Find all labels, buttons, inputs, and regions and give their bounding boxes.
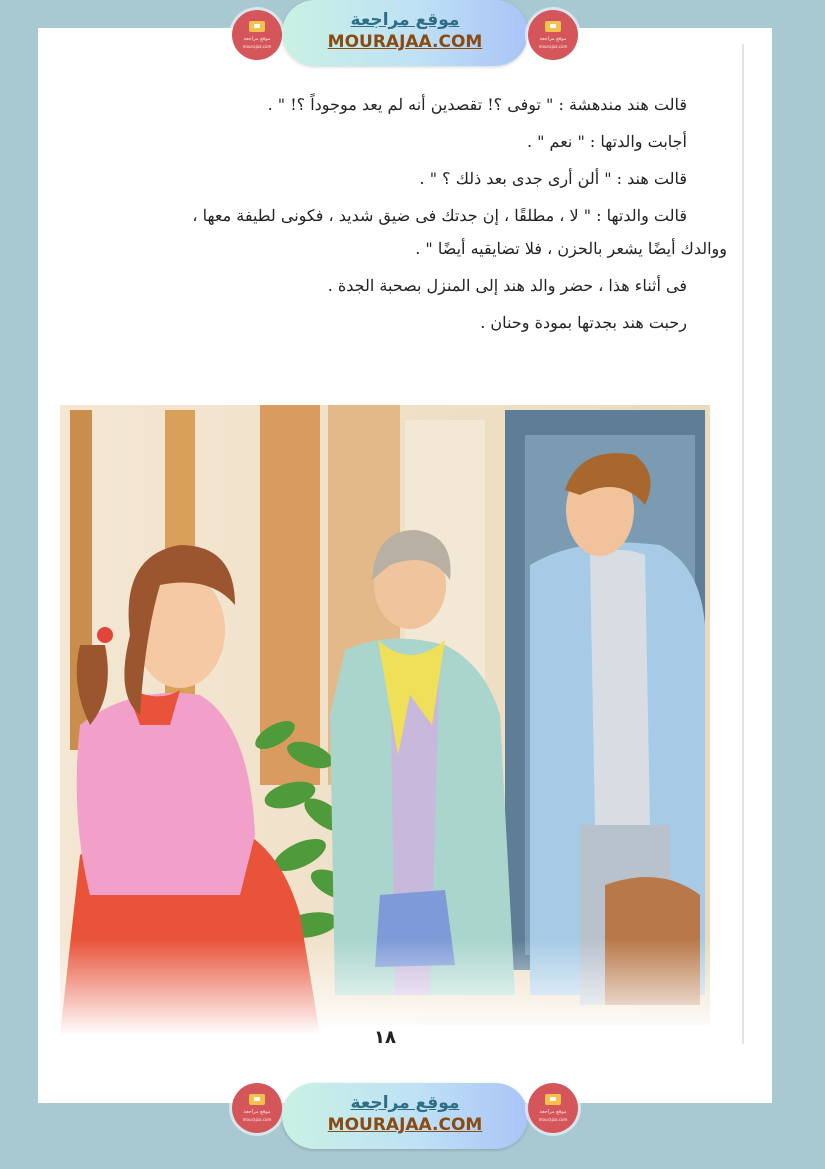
site-logo-right-top[interactable] xyxy=(528,10,578,60)
logo-caption-ar: موقع مراجعة xyxy=(243,36,271,42)
site-name-ar[interactable]: موقع مراجعة xyxy=(350,1093,460,1113)
page-number: ١٨ xyxy=(374,1027,396,1048)
logo-caption-en: mourajaa.com xyxy=(538,1117,568,1122)
story-illustration xyxy=(60,395,710,1035)
page-edge-divider xyxy=(742,44,744,1044)
logo-caption-ar: موقع مراجعة xyxy=(539,36,567,42)
story-line: رحبت هند بجدتها بمودة وحنان . xyxy=(480,313,687,332)
logo-caption-ar: موقع مراجعة xyxy=(539,1109,567,1115)
site-banner-top[interactable] xyxy=(282,0,528,66)
site-url-link[interactable]: MOURAJAA.COM xyxy=(327,1115,483,1135)
story-line: ووالدك أيضًا يشعر بالحزن ، فلا تضايقيه أيضًا " . xyxy=(415,239,727,258)
site-logo-left-top[interactable] xyxy=(232,10,282,60)
story-line: قالت هند : " ألن أرى جدى بعد ذلك ؟ " . xyxy=(419,169,687,188)
site-logo-right-bottom[interactable] xyxy=(528,1083,578,1133)
book-icon xyxy=(545,1094,561,1105)
book-icon xyxy=(249,1094,265,1105)
story-line: قالت هند مندهشة : " توفى ؟! تقصدين أنه لم يعد موجوداً ؟! " . xyxy=(267,95,687,114)
story-line: فى أثناء هذا ، حضر والد هند إلى المنزل بصحبة الجدة . xyxy=(327,276,687,295)
logo-caption-en: mourajaa.com xyxy=(538,44,568,49)
story-line: قالت والدتها : " لا ، مطلقًا ، إن جدتك فى ضيق شديد ، فكونى لطيفة معها ، xyxy=(192,206,687,225)
site-logo-left-bottom[interactable] xyxy=(232,1083,282,1133)
site-banner-bottom[interactable] xyxy=(282,1083,528,1149)
book-icon xyxy=(249,21,265,32)
site-url-link[interactable]: MOURAJAA.COM xyxy=(327,32,483,52)
book-icon xyxy=(545,21,561,32)
logo-caption-en: mourajaa.com xyxy=(242,1117,272,1122)
story-line: أجابت والدتها : " نعم " . xyxy=(526,132,687,151)
story-text xyxy=(67,95,727,350)
site-name-ar[interactable]: موقع مراجعة xyxy=(350,10,460,30)
logo-caption-en: mourajaa.com xyxy=(242,44,272,49)
logo-caption-ar: موقع مراجعة xyxy=(243,1109,271,1115)
